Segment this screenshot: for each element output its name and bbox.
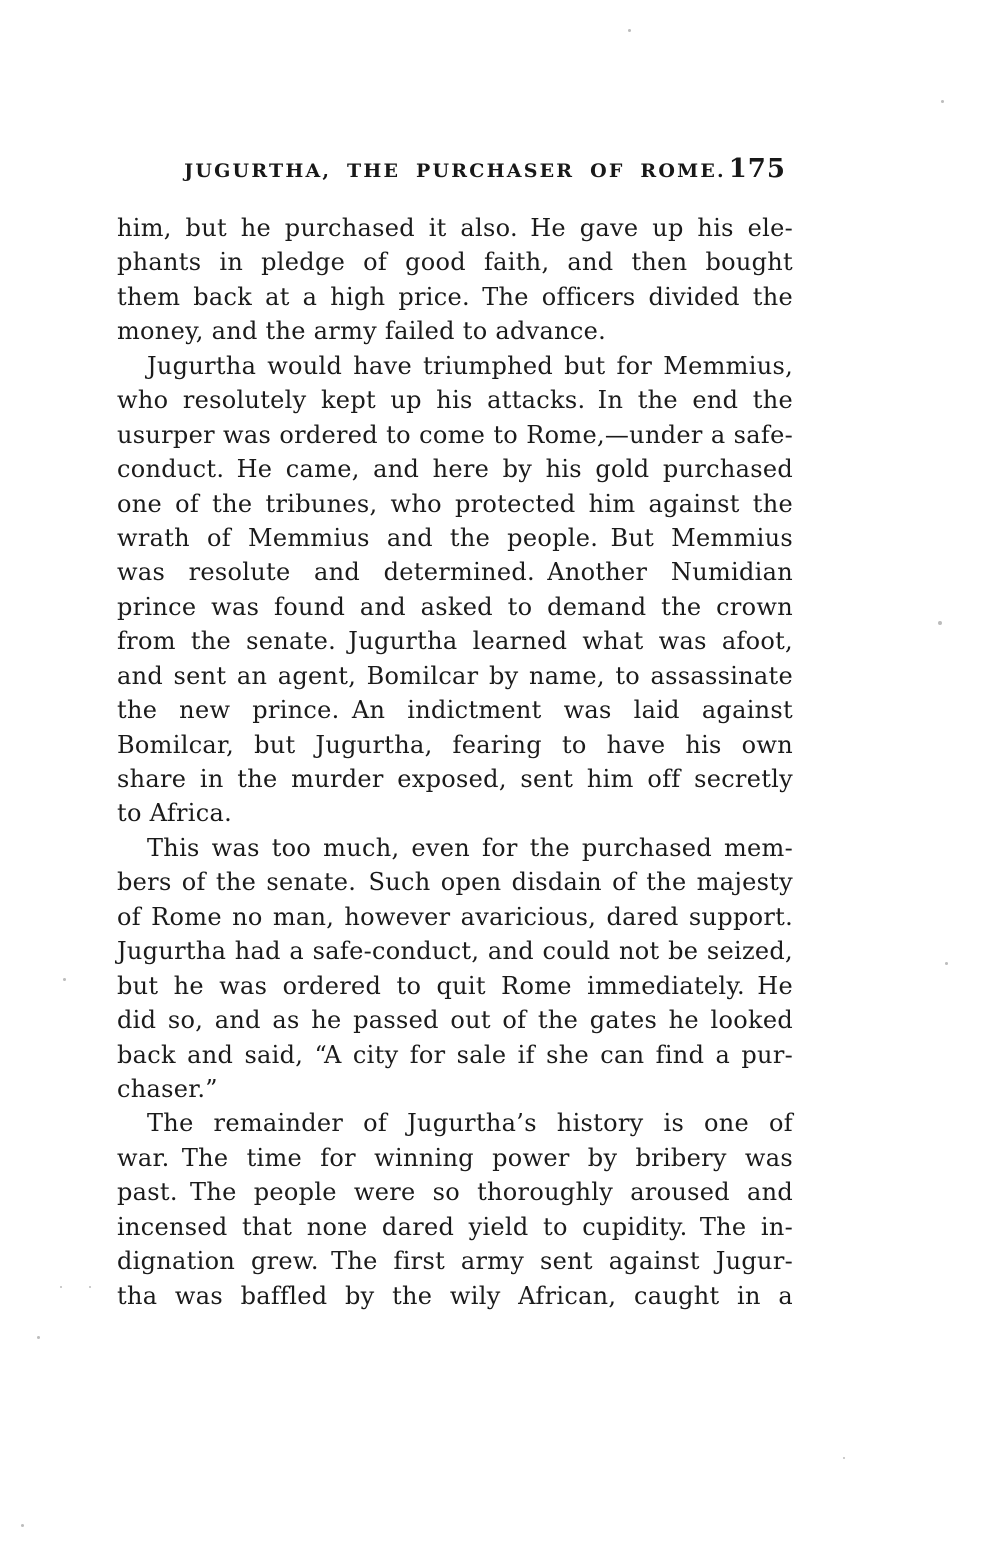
text-line: Jugurtha had a safe-conduct, and could not be seized, <box>117 937 793 966</box>
paragraph <box>117 1106 793 1313</box>
text-line: This was too much, even for the purchased mem- <box>147 833 793 862</box>
scan-speck <box>60 1286 62 1288</box>
text-line: them back at a high price. The officers divided the <box>117 282 793 311</box>
page-header-title: JUGURTHA, THE PURCHASER OF ROME. <box>184 160 726 182</box>
text-line: him, but he purchased it also. He gave up his ele- <box>117 214 793 242</box>
scan-speck <box>63 978 66 981</box>
text-line: the new prince. An indictment was laid against <box>117 696 793 725</box>
text-line: prince was found and asked to demand the crown <box>117 592 793 621</box>
text-line: one of the tribunes, who protected him against the <box>117 489 793 518</box>
page-number: 175 <box>728 154 786 184</box>
text-line: tha was baffled by the wily African, caught in a <box>117 1281 793 1310</box>
scan-speck <box>89 1286 91 1288</box>
text-line: and sent an agent, Bomilcar by name, to assassinate <box>117 661 793 690</box>
text-line: but he was ordered to quit Rome immediately. He <box>117 971 793 1000</box>
text-line: war. The time for winning power by bribery was <box>117 1143 793 1172</box>
text-line: Jugurtha would have triumphed but for Memmius, <box>147 351 793 380</box>
scan-speck <box>21 1524 24 1527</box>
text-line: incensed that none dared yield to cupidity. The in- <box>117 1212 793 1241</box>
scan-speck <box>941 100 944 103</box>
paragraph <box>117 831 793 1107</box>
text-line: The remainder of Jugurtha’s history is one of <box>147 1109 793 1138</box>
text-line: to Africa. <box>117 799 233 828</box>
running-head <box>117 155 793 187</box>
scan-speck <box>843 1457 845 1459</box>
page-body <box>117 211 793 1313</box>
text-line: who resolutely kept up his attacks. In the end the <box>117 386 793 415</box>
scan-speck <box>37 1336 40 1339</box>
text-line: from the senate. Jugurtha learned what was afoot, <box>117 627 793 656</box>
text-line: wrath of Memmius and the people. But Memmius <box>117 523 793 552</box>
text-line: money, and the army failed to advance. <box>117 317 607 346</box>
scan-speck <box>945 962 948 965</box>
text-line: did so, and as he passed out of the gates he looked <box>117 1006 793 1035</box>
text-line: past. The people were so thoroughly aroused and <box>117 1178 793 1207</box>
text-line: share in the murder exposed, sent him off secretly <box>117 765 793 793</box>
paragraph <box>117 211 793 349</box>
text-line: bers of the senate. Such open disdain of the majesty <box>117 868 793 897</box>
text-line: back and said, “A city for sale if she can find a pur- <box>117 1040 793 1069</box>
text-line: chaser.” <box>117 1074 218 1103</box>
text-line: dignation grew. The first army sent against Jugur- <box>117 1247 793 1276</box>
scan-speck <box>938 621 942 625</box>
text-line: was resolute and determined. Another Numidian <box>117 558 793 587</box>
text-line: of Rome no man, however avaricious, dared support. <box>117 902 793 931</box>
text-line: Bomilcar, but Jugurtha, fearing to have his own <box>117 730 793 759</box>
text-line: usurper was ordered to come to Rome,—under a safe- <box>117 420 793 449</box>
text-line: conduct. He came, and here by his gold purchased <box>117 455 793 484</box>
scan-speck <box>628 29 631 32</box>
paragraph <box>117 349 793 831</box>
text-line: phants in pledge of good faith, and then bought <box>117 248 793 277</box>
